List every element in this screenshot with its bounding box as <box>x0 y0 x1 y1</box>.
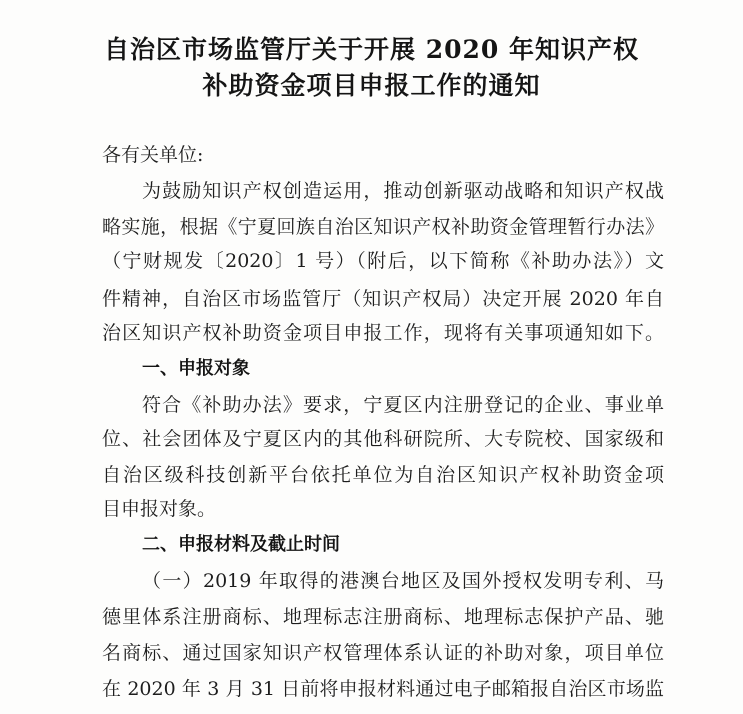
section-heading-applicants: 一、申报对象 <box>142 358 250 379</box>
section-heading-materials-deadline: 二、申报材料及截止时间 <box>142 534 340 555</box>
document-title-line2: 补助资金项目申报工作的通知 <box>202 71 541 100</box>
section2-line: （一）2019 年取得的港澳台地区及国外授权发明专利、马 <box>142 570 664 592</box>
body-line: 件精神，自治区市场监管厅（知识产权局）决定开展 2020 年自 <box>102 288 664 310</box>
body-line: 略实施，根据《宁夏回族自治区知识产权补助资金管理暂行办法》 <box>102 216 664 238</box>
section2-line: 名商标、通过国家知识产权管理体系认证的补助对象，项目单位 <box>102 642 664 664</box>
section1-line: 自治区级科技创新平台依托单位为自治区知识产权补助资金项 <box>102 464 664 486</box>
section1-line: 目申报对象。 <box>102 498 217 520</box>
section2-line: 在 2020 年 3 月 31 日前将申报材料通过电子邮箱报自治区市场监 <box>102 678 664 700</box>
salutation: 各有关单位: <box>102 144 204 166</box>
section1-line: 符合《补助办法》要求，宁夏区内注册登记的企业、事业单 <box>142 394 664 416</box>
section1-line: 位、社会团体及宁夏区内的其他科研院所、大专院校、国家级和 <box>102 428 664 450</box>
body-line: 为鼓励知识产权创造运用，推动创新驱动战略和知识产权战 <box>142 180 664 202</box>
body-line: （宁财规发〔2020〕1 号）（附后，以下简称《补助办法》）文 <box>102 250 664 272</box>
body-line: 治区知识产权补助资金项目申报工作，现将有关事项通知如下。 <box>102 322 664 344</box>
section2-line: 德里体系注册商标、地理标志注册商标、地理标志保护产品、驰 <box>102 606 664 628</box>
document-title-line1: 自治区市场监管厅关于开展 2020 年知识产权 <box>104 35 639 64</box>
